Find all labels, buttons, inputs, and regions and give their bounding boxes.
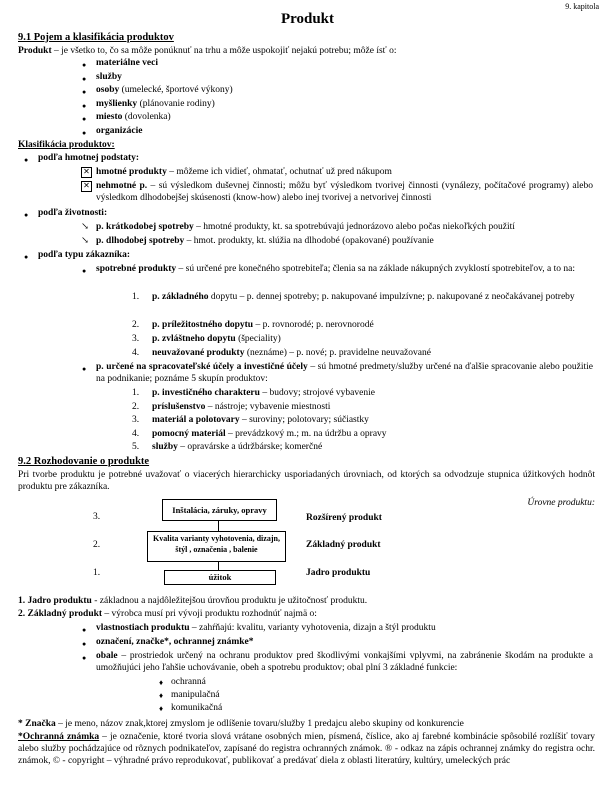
level-box-extended: Inštalácia, záruky, opravy (162, 499, 277, 521)
level-name: Rozšírený produkt (306, 513, 382, 523)
arrow-down-right-icon: ↘ (81, 236, 89, 246)
definition-term: Produkt (18, 46, 52, 56)
connector-line (218, 562, 219, 570)
arrow-down-right-icon: ↘ (81, 222, 89, 232)
core-product-paragraph: 1. Jadro produktu - základnou a najdôležitejšou úrovňou produktu je užitočnosť produktu. (18, 596, 368, 606)
numbered-item: 5. služby – opravárske a údržbárske; komerčné (132, 442, 323, 452)
list-item: ● p. určené na spracovateľské účely a investičné účely – sú hmotné predmety/služby určené na ďalšie spracovanie alebo použitie na podnikanie; poznáme 5 skupín produktov: (96, 361, 593, 385)
levels-caption: Úrovne produktu: (527, 498, 595, 508)
list-item: ♦ ochranná (171, 676, 222, 689)
list-item: ✕ hmotné produkty – môžeme ich vidieť, ohmatať, ochutnať už pred nákupom (96, 166, 392, 178)
checkbox-marked-icon: ✕ (81, 181, 92, 192)
level-box-core: úžitok (164, 570, 276, 585)
list-item: ● myšlienky (plánovanie rodiny) (96, 98, 233, 112)
section-heading-9-1: 9.1 Pojem a klasifikácia produktov (18, 32, 174, 43)
level-number: 3. (93, 512, 101, 522)
definition-text: – je všetko to, čo sa môže ponúknuť na trhu a môže uspokojiť nejakú potrebu; môže ísť o: (51, 46, 397, 56)
level-name: Jadro produktu (306, 568, 371, 578)
package-functions (171, 676, 222, 715)
list-item: ● osoby (umelecké, športové výkony) (96, 84, 233, 98)
list-item: ✕ nehmotné p. – sú výsledkom duševnej činnosti; môžu byť výsledkom tvorivej činnosti (vynálezy, počítačové programy) alebo výsledkom dlhodobejšej skúsenosti (know-how) alebo inej tvorivej a netvorivej činnosti (96, 180, 593, 204)
level-box-basic: Kvalita varianty vyhotovenia, dizajn, štýl , označenia , balenie (147, 531, 286, 562)
criterion-customer: ● podľa typu zákazníka: (38, 249, 130, 261)
list-item: ↘ p. krátkodobej spotreby – hmotné produkty, kt. sa spotrebúvajú jednorázovo alebo počas niekoľkých použití (81, 222, 515, 232)
criterion-lifetime: ● podľa životnosti: (38, 207, 107, 219)
list-item: ● označení, značke*, ochrannej známke* (96, 636, 254, 648)
list-item: ♦ komunikačná (171, 702, 222, 715)
numbered-item: 3. materiál a polotovary – suroviny; polotovary; súčiastky (132, 415, 369, 425)
criterion-material: ● podľa hmotnej podstaty: (38, 152, 139, 164)
list-item: ● služby (96, 71, 233, 85)
list-item: ● obale – prostriedok určený na ochranu produktov pred škodlivými vonkajšími vplyvmi, na zabránenie škodám na produkte a umožňujúci jeho ľahšie uchovávanie, obeh a spotrebu produktov; obal plní 3 základné funkcie: (96, 650, 593, 674)
product-definition (18, 45, 397, 57)
investment-items (132, 387, 387, 455)
numbered-item: 1. p. investičného charakteru – budovy; strojové vybavenie (132, 388, 375, 398)
numbered-item: 3. p. zvláštneho dopytu (špeciality) (132, 334, 281, 344)
connector-line (218, 520, 219, 531)
level-name: Základný produkt (306, 540, 381, 550)
numbered-item: 1. p. základného dopytu – p. dennej spotreby; p. nakupované impulzívne; p. nakupované z neočakávanej potreby (132, 292, 575, 302)
list-item: ● materiálne veci (96, 57, 233, 71)
footnote-brand: * Značka – je meno, názov znak,ktorej zmyslom je odlíšenie tovaru/služby 1 predajcu alebo skupiny od konkurencie (18, 719, 464, 729)
footnote-trademark: *Ochranná známka – je označenie, ktoré tvoria slová vrátane osobných mien, písmená, číslice, ako aj farebné kombinácie spôsobilé rozlíšiť tovary alebo služby pochádzajúce od rôznych podnikateľov, zapísané do registra ochranných známok. ® - odkaz na zápis ochrannej známky do registra ochr. známok, © - copyright – výhradné právo reprodukovať, publikovať a predávať diela z oblasti literatúry, kultúry, umeleckých prác (18, 732, 595, 766)
list-item: ● organizácie (96, 125, 233, 139)
list-item: ↘ p. dlhodobej spotreby – hmot. produkty, kt. slúžia na dlhodobé (opakované) používanie (81, 236, 434, 246)
list-item: ♦ manipulačná (171, 689, 222, 702)
classification-heading: Klasifikácia produktov: (18, 140, 115, 150)
list-item: ● miesto (dovolenka) (96, 111, 233, 125)
numbered-item: 2. p. príležitostného dopytu – p. rovnorodé; p. nerovnorodé (132, 320, 374, 330)
chapter-label: 9. kapitola (565, 2, 599, 11)
numbered-item: 2. príslušenstvo – nástroje; vybavenie miestnosti (132, 401, 331, 412)
list-item: ● vlastnostiach produktu – zahŕňajú: kvalitu, varianty vyhotovenia, dizajn a štýl produktu (96, 622, 436, 634)
list-item: ● spotrebné produkty – sú určené pre konečného spotrebiteľa; členia sa na základe nákupných zvyklostí spotrebiteľov, a to na: (96, 263, 593, 275)
numbered-item: 4. pomocný materiál – prevádzkový m.; m. na údržbu a opravy (132, 428, 387, 439)
page-title: Produkt (280, 11, 335, 27)
section-heading-9-2: 9.2 Rozhodovanie o produkte (18, 456, 150, 467)
level-number: 1. (93, 568, 101, 578)
section-intro: Pri tvorbe produktu je potrebné uvažovať o viacerých hierarchicky usporiadaných úrovniach, od ktorých sa odvodzuje stupnica úžitkových hodnôt produktu pre zákazníka. (18, 470, 595, 492)
numbered-item: 4. neuvažované produkty (neznáme) – p. nové; p. pravidelne neuvažované (132, 348, 431, 358)
level-number: 2. (93, 540, 101, 550)
product-type-list (96, 57, 233, 138)
checkbox-marked-icon: ✕ (81, 167, 92, 178)
basic-product-paragraph: 2. Základný produkt – výrobca musí pri vývoji produktu rozhodnúť najmä o: (18, 609, 317, 619)
